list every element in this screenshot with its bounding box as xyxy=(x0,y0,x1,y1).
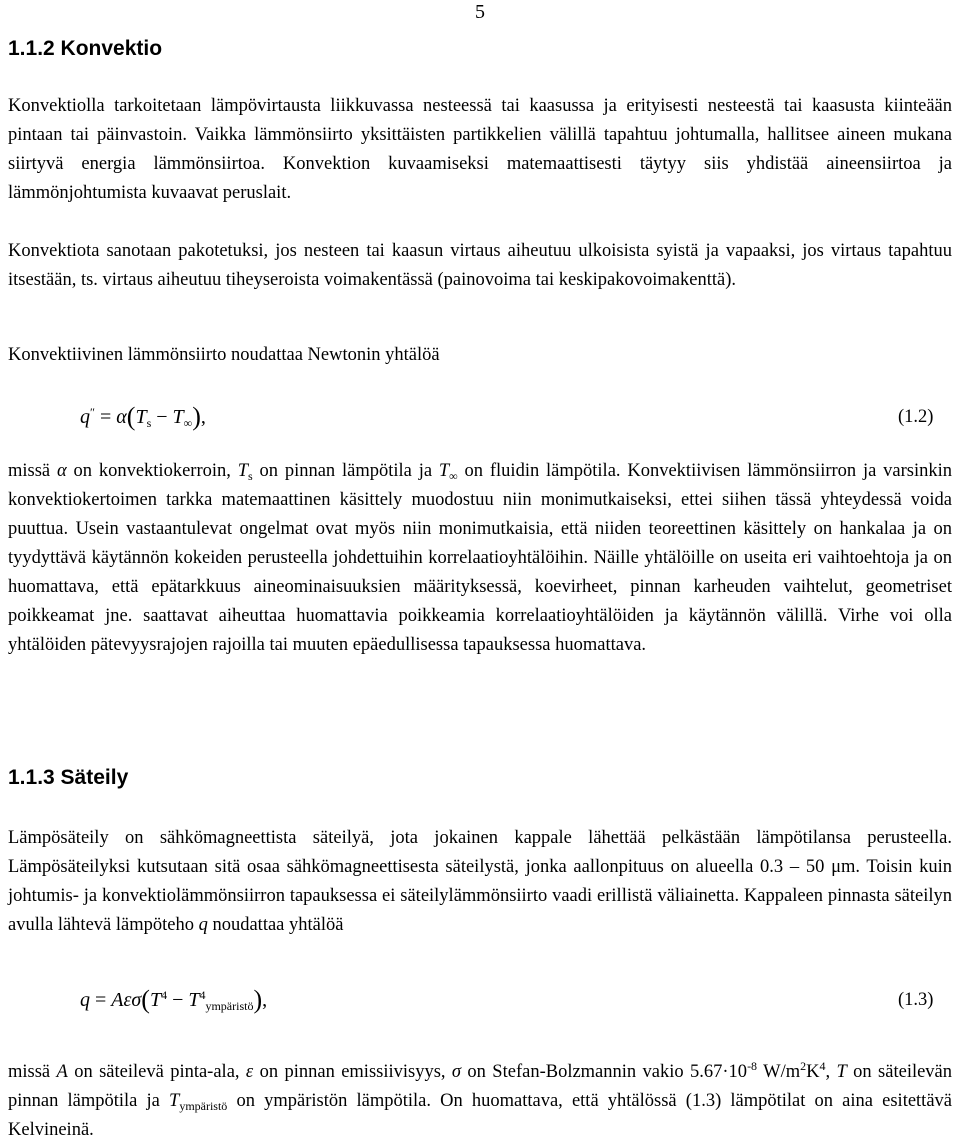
page-number: 5 xyxy=(475,1,485,23)
symbol-T: T xyxy=(836,1062,847,1082)
superscript-4: 4 xyxy=(819,1059,826,1073)
text-fragment: W/m xyxy=(757,1062,801,1082)
symbol-alpha: α xyxy=(56,461,67,481)
eq-minus: − xyxy=(156,406,168,428)
text-fragment: on säteilevä pinta-ala, xyxy=(67,1062,246,1082)
eq-T: T xyxy=(149,989,162,1011)
eq-q: q xyxy=(80,406,90,428)
paragraph-lamposateily xyxy=(8,824,952,940)
paragraph-konvektiokerroin xyxy=(8,457,952,660)
equation-number-1-3: (1.3) xyxy=(898,990,934,1010)
eq-A: A xyxy=(111,989,124,1011)
symbol-T: T xyxy=(438,461,450,481)
eq-minus: − xyxy=(172,989,184,1011)
eq-T-ymparisto: T xyxy=(188,989,200,1011)
symbol-q: q xyxy=(198,915,208,935)
eq-sigma: σ xyxy=(131,989,142,1011)
subscript-s: s xyxy=(248,469,253,483)
eq-left-paren: ( xyxy=(141,985,150,1014)
text-fragment: Lämpösäteily on sähkömagneettista säteilyä, jota jokainen kappale lähettää pelkästään lämpötilansa perusteella. Lämpösäteilyksi kutsutaan sitä osaa sähkömagneettisesta säteilystä, jonka aallonpituus on alueella 0.3 – 50 μm. Toisin kuin johtumis- ja konvektiolämmönsiirron tapauksessa ei säteilylämmönsiirto vaadi erillistä väliainetta. Kappaleen pinnasta säteilyn avulla lähtevä lämpöteho xyxy=(8,828,952,935)
text-fragment: missä xyxy=(8,461,57,481)
eq-q: q xyxy=(80,989,90,1011)
eq-right-paren: ) xyxy=(253,985,263,1014)
eq-right-paren: ) xyxy=(192,402,201,431)
symbol-epsilon: ε xyxy=(245,1062,254,1082)
subscript-infinity: ∞ xyxy=(449,469,458,483)
paragraph-newton-intro: Konvektiivinen lämmönsiirto noudattaa Newtonin yhtälöä xyxy=(8,345,440,365)
text-fragment: on ympäristön lämpötila. On huomattava, että yhtälössä (1.3) lämpötilat on aina esitettävä Kelvineinä. xyxy=(8,1091,952,1140)
eq-sub-s: s xyxy=(146,416,152,430)
paragraph-konvektio-intro: Konvektiolla tarkoitetaan lämpövirtausta liikkuvassa nesteessä tai kaasussa ja erityisesti nesteestä tai kaasusta kiinteään pintaan tai päinvastoin. Vaikka lämmönsiirto yksittäisten partikkelien välillä tapahtuu johtumalla, hallitsee aineen mukana siirtyvä energia lämmönsiirtoa. Konvektion kuvaamiseksi matemaattisesti täytyy siis yhdistää aineensiirtoa ja lämmönjohtumista kuvaavat peruslait. xyxy=(8,96,952,203)
paragraph-pakotettu-vapaa: Konvektiota sanotaan pakotetuksi, jos nesteen tai kaasun virtaus aiheutuu ulkoisista syistä ja vapaaksi, jos virtaus tapahtuu itsestään, ts. virtaus aiheutuu tiheyseroista voimakentässä (painovoima tai keskipakovoimakenttä). xyxy=(8,241,952,290)
equation-stefan-boltzmann xyxy=(80,985,267,1015)
equation-newton xyxy=(80,402,206,432)
superscript-exponent: -8 xyxy=(747,1059,758,1073)
eq-power-4: 4 xyxy=(161,988,168,1002)
eq-equals: = xyxy=(100,406,112,428)
eq-alpha: α xyxy=(116,406,127,428)
eq-equals: = xyxy=(95,989,107,1011)
eq-sub-ymparisto: ympäristö xyxy=(205,999,254,1013)
text-fragment: on Stefan-Bolzmannin vakio 5.67·10 xyxy=(461,1062,748,1082)
eq-sub-inf: ∞ xyxy=(183,416,193,430)
eq-comma: , xyxy=(200,406,206,428)
eq-comma: , xyxy=(262,989,268,1011)
text-fragment: , xyxy=(825,1062,837,1082)
text-fragment: on fluidin lämpötila. Konvektiivisen lämmönsiirron ja varsinkin konvektiokertoimen tarkka matemaattinen käsittely muodostuu niin monimutkaiseksi, ettei siihen tässä yhteydessä voida puuttua. Usein vastaantulevat ongelmat ovat myös niin monimutkaisia, että niiden teoreettinen käsittely on hankalaa ja on tyydyttävä käytännön kokeiden perusteella johdettuihin korrelaatioyhtälöihin. Näille yhtälöille on useita eri vaihtoehtoja ja on huomattava, että epätarkkuus aineominaisuuksien määrityksessä, koevirheet, pinnan karheuden vaihtelut, geometriset poikkeamat jne. saattavat aiheuttaa huomattavia poikkeamia korrelaatioyhtälöiden ja käytännön välillä. Virhe voi olla yhtälöiden pätevyysrajojen rajoilla tai muuten epäedullisessa tapauksessa huomattava. xyxy=(8,461,952,655)
text-fragment: on konvektiokerroin, xyxy=(66,461,238,481)
text-fragment: missä xyxy=(8,1062,57,1082)
symbol-sigma: σ xyxy=(451,1062,462,1082)
eq-T-s: T xyxy=(135,406,147,428)
text-fragment: on pinnan emissiivisyys, xyxy=(253,1062,452,1082)
eq-power-4: 4 xyxy=(199,988,206,1002)
symbol-A: A xyxy=(56,1062,68,1082)
symbol-T: T xyxy=(237,461,248,481)
equation-number-1-2: (1.2) xyxy=(898,407,934,427)
symbol-T: T xyxy=(169,1091,180,1111)
text-fragment: noudattaa yhtälöä xyxy=(207,915,344,935)
text-fragment: K xyxy=(806,1062,820,1082)
eq-T-inf: T xyxy=(172,406,184,428)
heading-sateily: 1.1.3 Säteily xyxy=(8,766,129,789)
heading-konvektio: 1.1.2 Konvektio xyxy=(8,37,163,60)
superscript-2: 2 xyxy=(800,1059,807,1073)
text-fragment: on pinnan lämpötila ja xyxy=(252,461,439,481)
eq-double-prime: ″ xyxy=(90,405,95,419)
paragraph-stefan-boltzmann xyxy=(8,1058,952,1145)
text-fragment: on säteilevän pinnan lämpötila ja xyxy=(8,1062,953,1111)
eq-epsilon: ε xyxy=(123,989,132,1011)
eq-left-paren: ( xyxy=(126,402,136,431)
subscript-ymparisto: ympäristö xyxy=(179,1099,228,1113)
